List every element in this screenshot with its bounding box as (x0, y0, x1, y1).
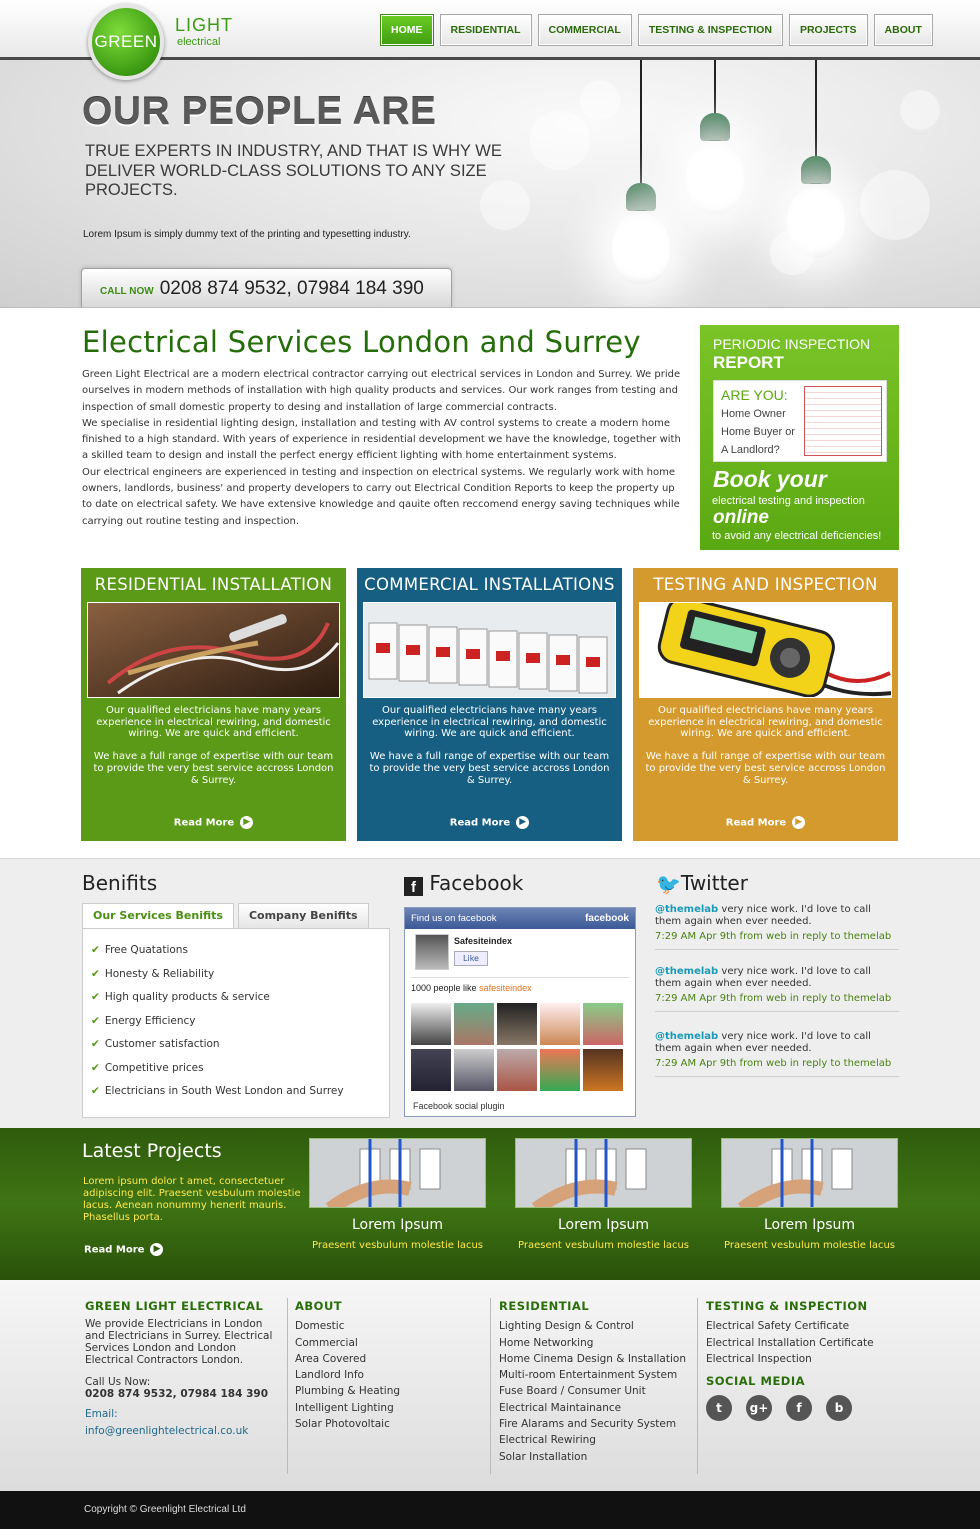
footer-link[interactable]: Multi-room Entertainment System (499, 1369, 678, 1382)
nav-home[interactable]: HOME (380, 14, 434, 46)
residential-wiring-image (87, 602, 340, 698)
periodic-card (713, 380, 887, 462)
checkmark-icon: ✔ (91, 1061, 100, 1074)
facebook-widget (404, 907, 636, 1117)
footer-link[interactable]: Home Cinema Design & Installation (499, 1352, 686, 1365)
hero-banner (0, 0, 980, 308)
projects-read-more[interactable]: Read More ▶ (84, 1243, 163, 1256)
checkmark-icon: ✔ (91, 1014, 100, 1027)
footer-heading: TESTING & INSPECTION (706, 1299, 868, 1313)
logo[interactable]: GREEN (88, 4, 164, 80)
page-name[interactable]: Safesiteindex (454, 936, 513, 946)
service-title: TESTING AND INSPECTION (653, 575, 878, 594)
nav-projects[interactable]: PROJECTS (789, 14, 868, 46)
periodic-report: REPORT (713, 353, 784, 372)
footer-link[interactable]: Electrical Installation Certificate (706, 1336, 874, 1349)
fan-avatar[interactable] (497, 1049, 537, 1091)
project-name: Lorem Ipsum (557, 1217, 650, 1233)
footer-phone[interactable]: 0208 874 9532, 07984 184 390 (85, 1388, 268, 1401)
footer-link[interactable]: Plumbing & Heating (295, 1385, 401, 1398)
service-text: We have a full range of expertise with our team to provide the very best service accross London & Surrey. (93, 751, 334, 786)
social-icons (706, 1395, 896, 1421)
commercial-breakers-image (363, 602, 616, 698)
benefit-item: ✔ Competitive prices (91, 1061, 204, 1074)
logo-subtext: electrical (177, 36, 221, 48)
benefit-item: ✔ Energy Efficiency (91, 1014, 196, 1027)
arrow-right-icon: ▶ (792, 816, 805, 829)
checkmark-icon: ✔ (91, 944, 100, 956)
footer-about (295, 1298, 485, 1432)
project-sub: Praesent vesbulum molestie lacus (517, 1240, 690, 1251)
project-name: Lorem Ipsum (763, 1217, 856, 1233)
fan-avatar[interactable] (411, 1049, 451, 1091)
service-title: COMMERCIAL INSTALLATIONS (364, 575, 615, 594)
lightbulb-icon (612, 210, 670, 284)
online-subtext: to avoid any electrical deficiencies! (712, 530, 882, 542)
option-home-buyer: Home Buyer or (721, 426, 795, 438)
nav-commercial[interactable]: COMMERCIAL (538, 14, 632, 46)
footer-heading: RESIDENTIAL (499, 1299, 590, 1313)
project-image (721, 1138, 898, 1208)
facebook-icon[interactable]: f (786, 1395, 812, 1421)
footer-company (85, 1298, 280, 1439)
page-thumbnail[interactable] (415, 934, 449, 970)
twitter-title: 🐦Twitter (656, 871, 748, 896)
footer-link[interactable]: Solar Photovoltaic (295, 1418, 390, 1431)
logo-text: LIGHT (175, 15, 234, 35)
fan-avatar[interactable] (583, 1003, 623, 1045)
read-more-link[interactable]: Read More ▶ (357, 816, 622, 829)
nav-testing-inspection[interactable]: TESTING & INSPECTION (638, 14, 783, 46)
footer-link[interactable]: Electrical Rewiring (499, 1434, 596, 1447)
service-text: We have a full range of expertise with our team to provide the very best service accross London & Surrey. (369, 751, 610, 786)
tweet: @themelab very nice work. I'd love to call them again when ever needed. 7:29 AM Apr 9th from web in reply to themelab (655, 966, 899, 1012)
checkmark-icon: ✔ (91, 1038, 100, 1050)
twitter-icon[interactable]: t (706, 1395, 732, 1421)
intro-paragraph: Our electrical engineers are experienced in testing and inspection on electrical systems. We regularly work with home owners, landlords, business' and property developers to carry out Electrical Condition Reports to keep the property up to date on electrical safety. We have extensive knowledge and qauite often reccomend energy saving techniques while carrying out routine testing and inspection. (82, 466, 680, 527)
fan-avatar[interactable] (540, 1049, 580, 1091)
projects-text: Lorem ipsum dolor t amet, consectetuer adipiscing elit. Praesent vesbulum molestie lacus. Aenean nonummy henerit mauris. Phasellus porta. (83, 1176, 301, 1223)
fan-avatar[interactable] (411, 1003, 451, 1045)
service-testing (633, 568, 898, 841)
service-commercial (357, 568, 622, 841)
service-title: RESIDENTIAL INSTALLATION (94, 575, 333, 594)
footer-link[interactable]: Fuse Board / Consumer Unit (499, 1385, 646, 1398)
intro-paragraph: Green Light Electrical are a modern electrical contractor carrying out electrical services in London and Surrey. We pride ourselves in modern methods of installation with high quality products and services. Our work ranges from testing and inspection of small domestic property to desing and installation of large commercial contracts. (82, 369, 681, 413)
arrow-right-icon: ▶ (150, 1243, 163, 1256)
benefit-item: ✔ Customer satisfaction (91, 1038, 220, 1050)
nav-residential[interactable]: RESIDENTIAL (440, 14, 532, 46)
tweet: @themelab very nice work. I'd love to call them again when ever needed. 7:29 AM Apr 9th from web in reply to themelab (655, 904, 899, 950)
copyright: Copyright © Greenlight Electrical Ltd (0, 1491, 980, 1529)
service-text: Our qualified electricians have many years experience in electrical rewiring, and domestic wiring. We are quick and efficient. (372, 705, 607, 740)
benefit-item: ✔ Free Quatations (91, 944, 188, 956)
footer-email[interactable]: Email: info@greenlightelectrical.co.uk (85, 1408, 249, 1437)
footer-link[interactable]: Fire Alarams and Security System (499, 1418, 677, 1431)
like-button[interactable]: Like (454, 951, 488, 966)
service-text: Our qualified electricians have many years experience in electrical rewiring, and domestic wiring. We are quick and efficient. (648, 705, 883, 740)
facebook-bar: Find us on facebook facebook (405, 908, 635, 929)
project-sub: Praesent vesbulum molestie lacus (311, 1240, 484, 1251)
social-heading: SOCIAL MEDIA (706, 1374, 806, 1389)
read-more-link[interactable]: Read More ▶ (81, 816, 346, 829)
call-now-numbers[interactable]: 0208 874 9532, 07984 184 390 (159, 278, 424, 299)
project-name: Lorem Ipsum (351, 1217, 444, 1233)
project-card[interactable] (721, 1138, 898, 1251)
footer-link[interactable]: Home Networking (499, 1336, 594, 1349)
fan-faces (411, 1003, 631, 1091)
benefits-title: Benifits (82, 871, 158, 895)
tab-company-benefits[interactable]: Company Benifits (238, 903, 369, 929)
read-more-link[interactable]: Read More ▶ (633, 816, 898, 829)
fan-avatar[interactable] (540, 1003, 580, 1045)
intro-text (82, 367, 682, 530)
intro-paragraph: We specialise in residential lighting design, installation and testing with AV control systems to create a modern home finished to a high standard. With years of experience in residential development we have the knowledge, together with a skilled team to design and install the perfect energy efficient lighting with home entertainment systems. (82, 417, 681, 462)
periodic-title: PERIODIC INSPECTION (713, 336, 871, 352)
footer-link[interactable]: Commercial (295, 1336, 358, 1349)
nav-about[interactable]: ABOUT (874, 14, 933, 46)
hero-text: Lorem Ipsum is simply dummy text of the printing and typesetting industry. (83, 229, 411, 240)
checkmark-icon: ✔ (91, 1085, 100, 1097)
lightbulb-icon (787, 183, 845, 257)
project-sub: Praesent vesbulum molestie lacus (723, 1240, 896, 1251)
are-you-label: ARE YOU: (721, 387, 788, 403)
checkmark-icon: ✔ (91, 967, 100, 980)
benefit-item: ✔ High quality products & service (91, 991, 270, 1003)
footer-link[interactable]: Area Covered (295, 1352, 367, 1365)
option-home-owner: Home Owner (721, 408, 786, 420)
footer-about-text: We provide Electricians in London and Electricians in Surrey. Electrical Services London and London Electrical Contractors London. (85, 1318, 273, 1367)
page-title: Electrical Services London and Surrey (82, 325, 641, 359)
online-heading: online (713, 507, 769, 528)
footer-link[interactable]: Electrical Maintainance (499, 1401, 622, 1414)
footer-heading: ABOUT (295, 1299, 343, 1313)
benefit-item: ✔ Honesty & Reliability (91, 967, 215, 980)
facebook-title: f Facebook (404, 871, 523, 896)
footer-link[interactable]: Electrical Safety Certificate (706, 1320, 850, 1333)
project-card[interactable] (515, 1138, 692, 1251)
facebook-plugin-label: Facebook social plugin (413, 1101, 505, 1111)
fan-avatar[interactable] (454, 1049, 494, 1091)
footer-link[interactable]: Electrical Inspection (706, 1352, 812, 1365)
projects-title: Latest Projects (82, 1140, 222, 1162)
arrow-right-icon: ▶ (240, 816, 253, 829)
lightbulb-icon (686, 140, 744, 214)
like-count: 1000 people like safesiteindex (411, 983, 532, 993)
facebook-icon: f (404, 877, 423, 896)
footer-residential (499, 1298, 689, 1465)
main-nav (380, 14, 933, 46)
project-card[interactable] (309, 1138, 486, 1251)
benefits-list (82, 928, 390, 1118)
fan-avatar[interactable] (497, 1003, 537, 1045)
twitter-bird-icon: 🐦 (656, 872, 681, 896)
footer-testing (706, 1298, 896, 1421)
book-subtext: electrical testing and inspection (712, 495, 865, 507)
checkmark-icon: ✔ (91, 991, 100, 1003)
multimeter-image (639, 602, 892, 698)
call-now-label: CALL NOW (100, 285, 154, 297)
certificate-document-icon (804, 386, 882, 456)
hero-title: OUR PEOPLE ARE (82, 90, 437, 133)
project-image (515, 1138, 692, 1208)
footer-heading: GREEN LIGHT ELECTRICAL (85, 1299, 264, 1313)
project-image (309, 1138, 486, 1208)
fan-avatar[interactable] (454, 1003, 494, 1045)
footer-link[interactable]: Solar Installation (499, 1450, 588, 1463)
footer-link[interactable]: Lighting Design & Control (499, 1320, 634, 1333)
call-now-bar (81, 268, 452, 308)
option-landlord: A Landlord? (721, 444, 780, 456)
service-residential (81, 568, 346, 841)
book-your-heading: Book your (713, 466, 827, 492)
benefits-tabs (82, 903, 369, 930)
arrow-right-icon: ▶ (516, 816, 529, 829)
hero-subtitle: TRUE EXPERTS IN INDUSTRY, AND THAT IS WHY WE DELIVER WORLD-CLASS SOLUTIONS TO ANY SIZE PROJECTS. (85, 142, 502, 199)
latest-projects (0, 1128, 980, 1280)
footer-link[interactable]: Landlord Info (295, 1369, 364, 1382)
service-text: We have a full range of expertise with our team to provide the very best service accross London & Surrey. (645, 751, 886, 786)
footer-link[interactable]: Intelligent Lighting (295, 1401, 394, 1414)
tweet: @themelab very nice work. I'd love to call them again when ever needed. 7:29 AM Apr 9th from web in reply to themelab (655, 1031, 899, 1077)
google-plus-icon[interactable]: g+ (746, 1395, 772, 1421)
footer-link[interactable]: Domestic (295, 1320, 345, 1333)
footer-call-label: Call Us Now: (85, 1376, 151, 1389)
tab-services-benefits[interactable]: Our Services Benifits (82, 903, 234, 930)
blogger-icon[interactable]: b (826, 1395, 852, 1421)
periodic-inspection-banner[interactable] (700, 325, 899, 550)
fan-avatar[interactable] (583, 1049, 623, 1091)
service-text: Our qualified electricians have many years experience in electrical rewiring, and domestic wiring. We are quick and efficient. (96, 705, 331, 740)
benefit-item: ✔ Electricians in South West London and Surrey (91, 1085, 344, 1097)
